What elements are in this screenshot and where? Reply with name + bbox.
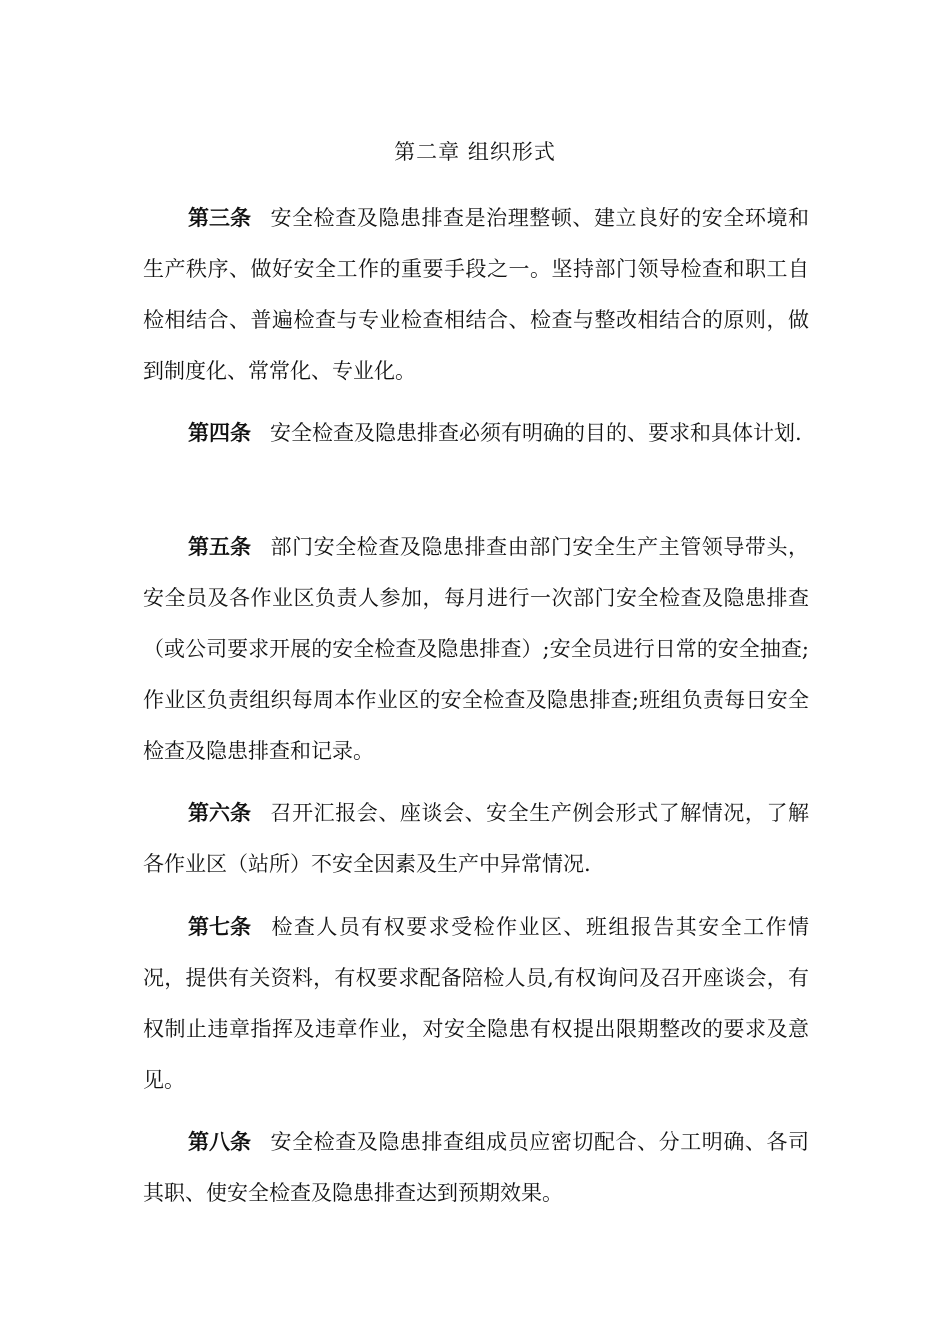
article-text: 安全检查及隐患排查必须有明确的目的、要求和具体计划. xyxy=(270,421,802,445)
article-6 xyxy=(143,787,809,890)
article-text: 部门安全检查及隐患排查由部门安全生产主管领导带头，安全员及各作业区负责人参加，每月进行一次部门安全检查及隐患排查（或公司要求开展的安全检查及隐患排查）;安全员进行日常的安全抽查;作业区负责组织每周本作业区的安全检查及隐患排查;班组负责每日安全检查及隐患排查和记录。 xyxy=(143,535,809,763)
article-4 xyxy=(143,407,809,459)
article-label: 第六条 xyxy=(188,800,251,825)
article-text: 安全检查及隐患排查是治理整顿、建立良好的安全环境和生产秩序、做好安全工作的重要手段之一。坚持部门领导检查和职工自检相结合、普遍检查与专业检查相结合、检查与整改相结合的原则，做到制度化、常常化、专业化。 xyxy=(143,206,809,383)
chapter-title: 第二章 组织形式 xyxy=(394,140,556,164)
article-label: 第四条 xyxy=(188,420,251,445)
article-7 xyxy=(143,901,809,1106)
article-label: 第五条 xyxy=(188,534,251,559)
article-8 xyxy=(143,1116,809,1219)
article-label: 第三条 xyxy=(188,205,251,230)
article-5 xyxy=(143,521,809,777)
article-text: 召开汇报会、座谈会、安全生产例会形式了解情况，了解各作业区（站所）不安全因素及生产中异常情况. xyxy=(143,801,809,876)
article-3 xyxy=(143,192,809,397)
article-label: 第八条 xyxy=(188,1129,251,1154)
article-label: 第七条 xyxy=(188,914,251,939)
article-text: 安全检查及隐患排查组成员应密切配合、分工明确、各司其职、使安全检查及隐患排查达到预期效果。 xyxy=(143,1130,809,1205)
article-text: 检查人员有权要求受检作业区、班组报告其安全工作情况，提供有关资料，有权要求配备陪检人员,有权询问及召开座谈会，有权制止违章指挥及违章作业，对安全隐患有权提出限期整改的要求及意见。 xyxy=(143,915,809,1092)
